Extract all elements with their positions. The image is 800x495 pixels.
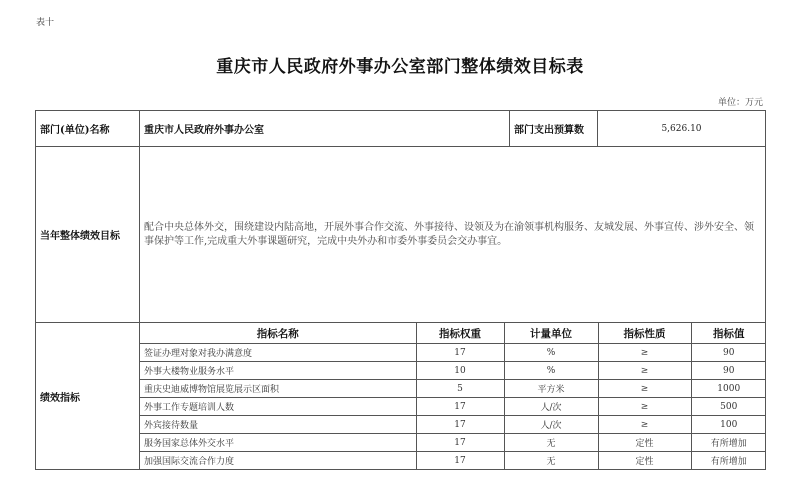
- indicator-name: 签证办理对象对我办满意度: [140, 344, 416, 362]
- indicator-unit: 人/次: [504, 398, 598, 416]
- table-row: [140, 380, 766, 398]
- indicators-row: [36, 323, 766, 470]
- indicator-weight: 17: [416, 434, 504, 452]
- indicators-cell: [140, 323, 766, 470]
- indicator-weight: 10: [416, 362, 504, 380]
- table-row: [140, 452, 766, 470]
- dept-name-label: 部门(单位)名称: [36, 111, 140, 147]
- indicator-weight: 17: [416, 452, 504, 470]
- indicator-unit: 平方米: [504, 380, 598, 398]
- goal-label: 当年整体绩效目标: [36, 147, 140, 323]
- indicator-nature: ≥: [598, 362, 691, 380]
- budget-value: 5,626.10: [598, 111, 766, 147]
- indicator-nature: 定性: [598, 452, 691, 470]
- table-row: [140, 416, 766, 434]
- indicator-unit: 无: [504, 434, 598, 452]
- goal-text: 配合中央总体外交，围绕建设内陆高地，开展外事合作交流、外事接待、设领及为在渝领事机构服务、友城发展、外事宣传、涉外安全、领事保护等工作,完成重大外事课题研究，完成中央外办和市委外事委员会交办事宜。: [140, 147, 766, 323]
- indicator-weight: 5: [416, 380, 504, 398]
- indicator-unit: %: [504, 344, 598, 362]
- dept-name-value: 重庆市人民政府外事办公室: [140, 111, 510, 147]
- indicator-value: 有所增加: [691, 452, 766, 470]
- indicator-value: 100: [691, 416, 766, 434]
- indicator-value: 500: [691, 398, 766, 416]
- header-unit: 计量单位: [504, 323, 598, 344]
- indicators-table: [140, 323, 766, 469]
- indicator-nature: ≥: [598, 398, 691, 416]
- budget-label: 部门支出预算数: [510, 111, 598, 147]
- page-title: 重庆市人民政府外事办公室部门整体绩效目标表: [216, 57, 584, 77]
- indicator-value: 90: [691, 344, 766, 362]
- indicator-unit: 无: [504, 452, 598, 470]
- header-weight: 指标权重: [416, 323, 504, 344]
- table-row: [140, 362, 766, 380]
- indicators-label: 绩效指标: [36, 323, 140, 470]
- indicator-name: 服务国家总体外交水平: [140, 434, 416, 452]
- indicator-nature: ≥: [598, 380, 691, 398]
- table-number: 表十: [36, 18, 55, 28]
- table-row: [140, 398, 766, 416]
- indicator-value: 有所增加: [691, 434, 766, 452]
- table-row: [140, 434, 766, 452]
- dept-row: [36, 111, 766, 147]
- header-value: 指标值: [691, 323, 766, 344]
- indicator-name: 外宾接待数量: [140, 416, 416, 434]
- indicator-nature: ≥: [598, 416, 691, 434]
- goal-row: [36, 147, 766, 323]
- table-row: [140, 344, 766, 362]
- header-indicator-name: 指标名称: [140, 323, 416, 344]
- indicator-value: 90: [691, 362, 766, 380]
- indicator-nature: ≥: [598, 344, 691, 362]
- indicator-name: 重庆史迪威博物馆展览展示区面积: [140, 380, 416, 398]
- indicator-weight: 17: [416, 398, 504, 416]
- unit-note: 单位：万元: [717, 98, 763, 108]
- indicator-weight: 17: [416, 344, 504, 362]
- indicator-unit: 人/次: [504, 416, 598, 434]
- indicator-value: 1000: [691, 380, 766, 398]
- indicator-nature: 定性: [598, 434, 691, 452]
- indicator-weight: 17: [416, 416, 504, 434]
- indicator-name: 外事大楼物业服务水平: [140, 362, 416, 380]
- header-nature: 指标性质: [598, 323, 691, 344]
- performance-table: [35, 110, 766, 470]
- indicator-name: 外事工作专题培训人数: [140, 398, 416, 416]
- indicator-name: 加强国际交流合作力度: [140, 452, 416, 470]
- indicator-unit: %: [504, 362, 598, 380]
- indicators-header-row: [140, 323, 766, 344]
